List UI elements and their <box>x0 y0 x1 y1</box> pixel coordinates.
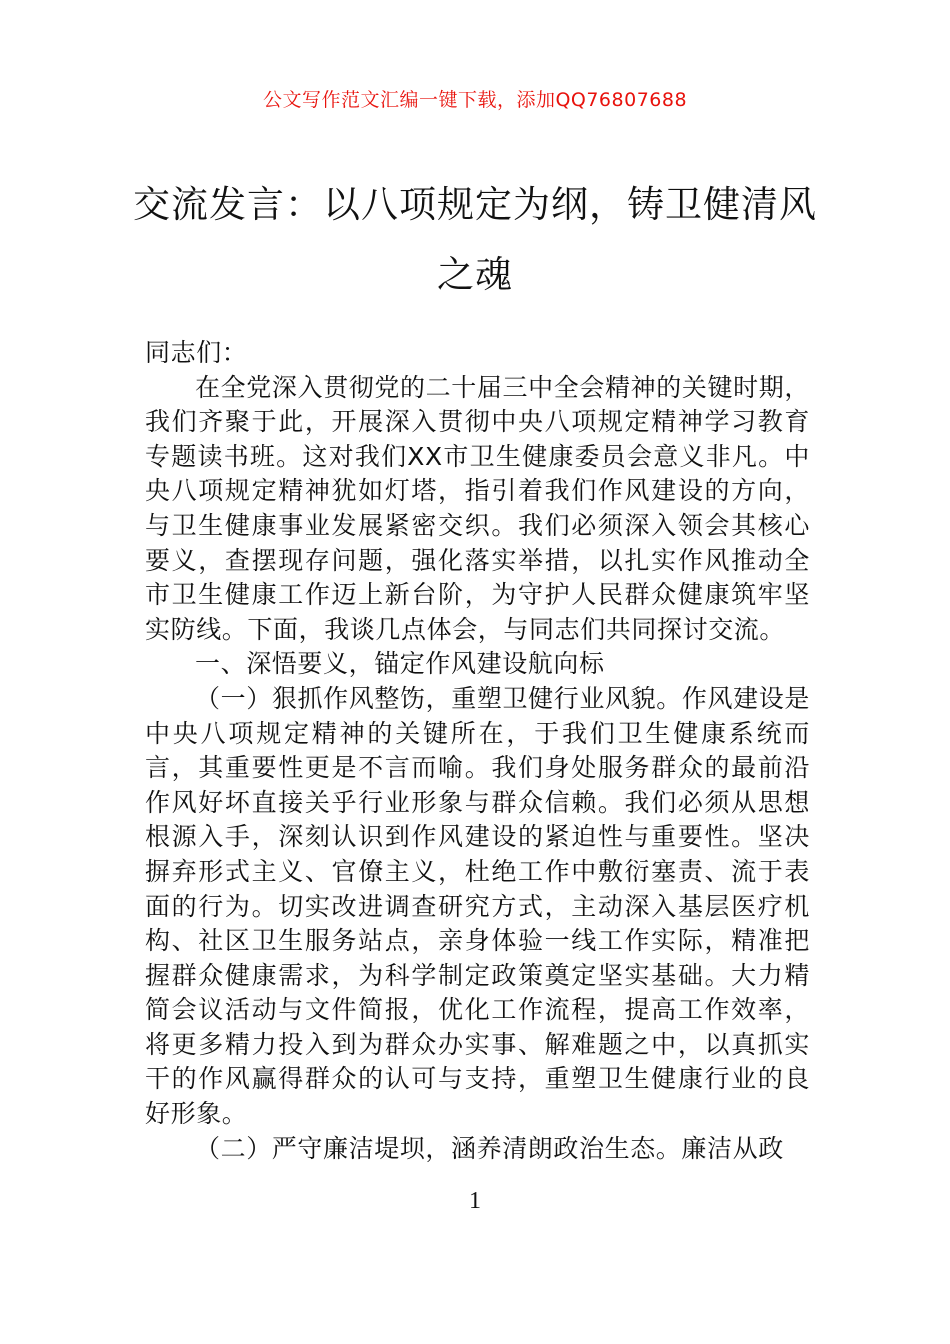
section-heading: 一、深悟要义，锚定作风建设航向标 <box>195 649 605 679</box>
page-number: 1 <box>469 1188 481 1214</box>
subsection-paragraph: （一）狠抓作风整饬，重塑卫健行业风貌。作风建设是中央八项规定精神的关键所在，于我们卫生健康系统而言，其重要性更是不言而喻。我们身处服务群众的最前沿作风好坏直接关乎行业形象与群众信赖。我们必须从思想根源入手，深刻认识到作风建设的紧迫性与重要性。坚决摒弃形式主义、官僚主义，杜绝工作中敷衍塞责、流于表面的行为。切实改进调查研究方式，主动深入基层医疗机构、社区卫生服务站点，亲身体验一线工作实际，精准把握群众健康需求，为科学制定政策奠定坚实基础。大力精简会议活动与文件简报，优化工作流程，提高工作效率，将更多精力投入到为群众办实事、解难题之中，以真抓实干的作风赢得群众的认可与支持，重塑卫生健康行业的良好形象。 <box>145 683 810 1129</box>
document-title: 交流发言：以八项规定为纲，铸卫健清风之魂 <box>133 183 817 296</box>
download-banner: 公文写作范文汇编一键下载，添加QQ76807688 <box>262 89 688 111</box>
salutation: 同志们： <box>145 338 248 367</box>
intro-paragraph: 在全党深入贯彻党的二十届三中全会精神的关键时期，我们齐聚于此，开展深入贯彻中央八项规定精神学习教育专题读书班。这对我们XX市卫生健康委员会意义非凡。中央八项规定精神犹如灯塔，指引着我们作风建设的方向，与卫生健康事业发展紧密交织。我们必须深入领会其核心要义，查摆现存问题，强化落实举措，以扎实作风推动全市卫生健康工作迈上新台阶，为守护人民群众健康筑牢坚实防线。下面，我谈几点体会，与同志们共同探讨交流。 <box>145 372 810 644</box>
subsection-paragraph: （二）严守廉洁堤坝，涵养清朗政治生态。廉洁从政 <box>195 1133 784 1163</box>
document-body <box>145 336 810 1166</box>
